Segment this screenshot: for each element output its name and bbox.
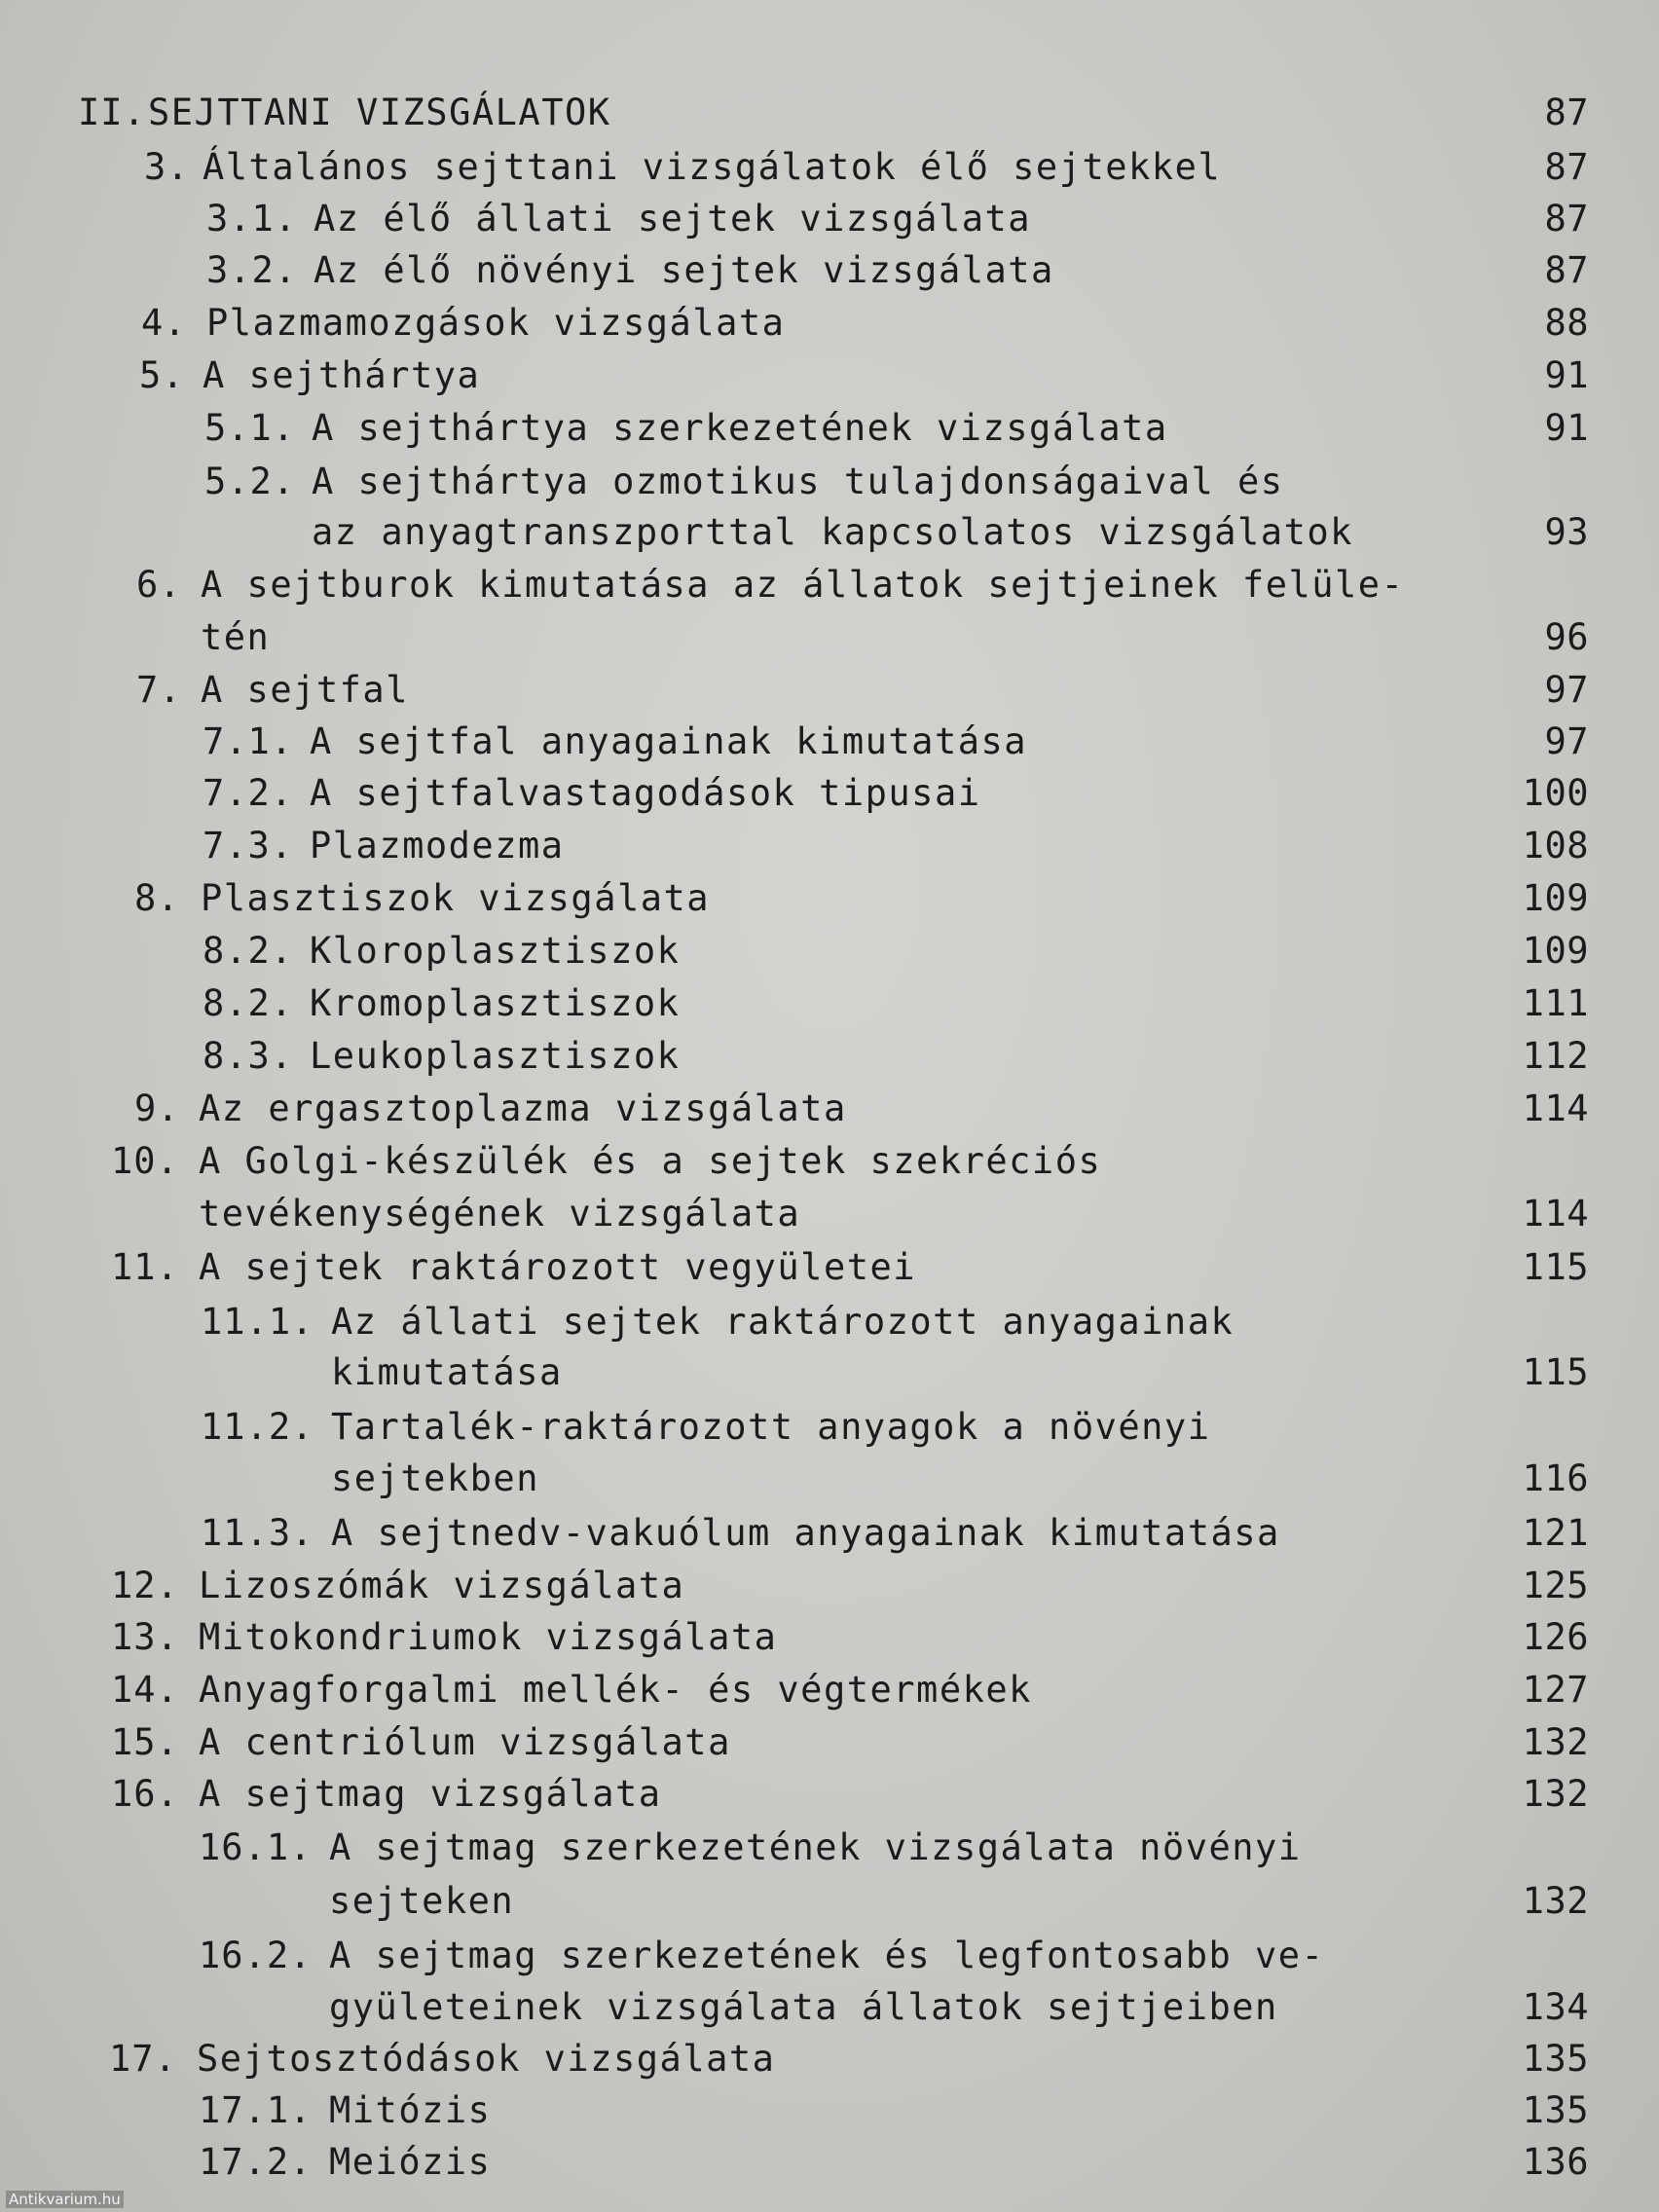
- toc-page: 136: [1522, 2141, 1589, 2183]
- toc-page: 91: [1544, 354, 1589, 396]
- toc-number: 17.2.: [199, 2141, 313, 2183]
- toc-row: [0, 561, 1659, 609]
- toc-number: 7.1.: [203, 720, 294, 762]
- toc-title: Tartalék-raktározott anyagok a növényi: [331, 1406, 1211, 1448]
- toc-page: 97: [1544, 720, 1589, 762]
- toc-number: 7.2.: [203, 772, 294, 814]
- toc-page: 97: [1544, 669, 1589, 711]
- toc-title: Anyagforgalmi mellék- és végtermékek: [199, 1669, 1032, 1711]
- toc-title: Leukoplasztiszok: [310, 1035, 681, 1077]
- toc-page: 88: [1544, 302, 1589, 344]
- toc-title: az anyagtranszporttal kapcsolatos vizsgálatok: [312, 511, 1353, 553]
- toc-number: 8.: [134, 877, 180, 919]
- toc-title: Az élő növényi sejtek vizsgálata: [313, 249, 1054, 291]
- toc-row: [0, 1666, 1659, 1714]
- toc-title: A Golgi-készülék és a sejtek szekréciós: [199, 1140, 1102, 1182]
- toc-row-continuation: [0, 1983, 1659, 2032]
- toc-title: Sejtosztódások vizsgálata: [197, 2038, 776, 2080]
- toc-page: 91: [1544, 407, 1589, 449]
- toc-row: [0, 1562, 1659, 1610]
- toc-title: Kloroplasztiszok: [310, 930, 681, 972]
- toc-page: 100: [1522, 772, 1589, 814]
- toc-number: 11.3.: [201, 1512, 314, 1554]
- toc-row: [0, 718, 1659, 766]
- toc-title: A sejthártya szerkezetének vizsgálata: [312, 407, 1168, 449]
- toc-page: 134: [1522, 1986, 1589, 2028]
- toc-number: 11.: [111, 1246, 179, 1288]
- toc-title: A sejthártya ozmotikus tulajdonságaival és: [312, 461, 1284, 502]
- toc-row: [0, 822, 1659, 870]
- toc-number: 8.3.: [203, 1035, 294, 1077]
- toc-title: A sejtburok kimutatása az állatok sejtjeinek felüle-: [201, 564, 1405, 606]
- toc-row: [0, 143, 1659, 192]
- toc-number: 12.: [111, 1565, 179, 1606]
- toc-title: tevékenységének vizsgálata: [199, 1193, 801, 1235]
- toc-page: 115: [1522, 1351, 1589, 1393]
- toc-title: A centriólum vizsgálata: [199, 1721, 731, 1763]
- toc-number: 8.2.: [203, 982, 294, 1024]
- toc-row-continuation: [0, 1877, 1659, 1926]
- toc-row: [0, 2035, 1659, 2083]
- toc-row: [0, 195, 1659, 243]
- toc-row: [0, 979, 1659, 1028]
- toc-title: SEJTTANI VIZSGÁLATOK: [148, 92, 611, 133]
- toc-page: 108: [1522, 825, 1589, 866]
- toc-title: Kromoplasztiszok: [310, 982, 681, 1024]
- toc-title: sejtekben: [331, 1457, 539, 1499]
- toc-row-continuation: [0, 1190, 1659, 1238]
- toc-page: 132: [1522, 1721, 1589, 1763]
- toc-page: 87: [1544, 249, 1589, 291]
- toc-title: Lizoszómák vizsgálata: [199, 1565, 685, 1606]
- toc-row-continuation: [0, 508, 1659, 557]
- watermark: Antikvarium.hu: [6, 2191, 124, 2208]
- toc-page: 109: [1522, 877, 1589, 919]
- toc-number: 5.: [139, 354, 185, 396]
- toc-row: [0, 1298, 1659, 1346]
- toc-title: Mitózis: [329, 2089, 492, 2131]
- toc-row: [0, 927, 1659, 976]
- toc-title: Plazmamozgások vizsgálata: [206, 302, 786, 344]
- toc-row: [0, 666, 1659, 715]
- toc-title: Az élő állati sejtek vizsgálata: [313, 198, 1032, 240]
- toc-row: [0, 1032, 1659, 1081]
- toc-number: 15.: [111, 1721, 179, 1763]
- toc-title: sejteken: [329, 1880, 515, 1922]
- toc-title: A sejtmag vizsgálata: [199, 1773, 662, 1815]
- toc-number: 17.: [109, 2038, 177, 2080]
- toc-page: 112: [1522, 1035, 1589, 1077]
- toc-number: 13.: [111, 1616, 179, 1658]
- toc-page: 116: [1522, 1457, 1589, 1499]
- toc-row: [0, 1137, 1659, 1186]
- toc-title: A sejtek raktározott vegyületei: [199, 1246, 917, 1288]
- toc-row: [0, 1613, 1659, 1662]
- toc-number: 4.: [141, 302, 187, 344]
- toc-page: 87: [1544, 198, 1589, 240]
- toc-number: 10.: [111, 1140, 179, 1182]
- toc-title: kimutatása: [331, 1351, 563, 1393]
- toc-row: [0, 2138, 1659, 2187]
- toc-row-continuation: [0, 613, 1659, 662]
- toc-page: 115: [1522, 1246, 1589, 1288]
- toc-page: 111: [1522, 982, 1589, 1024]
- toc-page: 114: [1522, 1193, 1589, 1235]
- toc-page: 126: [1522, 1616, 1589, 1658]
- toc-title: Meiózis: [329, 2141, 492, 2183]
- toc-row: [0, 1718, 1659, 1767]
- toc-row: [0, 246, 1659, 295]
- toc-page: 96: [1544, 616, 1589, 658]
- toc-title: A sejthártya: [203, 354, 481, 396]
- toc-page: 87: [1544, 146, 1589, 188]
- toc-number: 3.2.: [206, 249, 298, 291]
- toc-row: [0, 458, 1659, 506]
- toc-page: 135: [1522, 2089, 1589, 2131]
- toc-title: A sejtfal: [201, 669, 409, 711]
- toc-title: gyületeinek vizsgálata állatok sejtjeiben: [329, 1986, 1278, 2028]
- toc-number: 8.2.: [203, 930, 294, 972]
- toc-title: Mitokondriumok vizsgálata: [199, 1616, 778, 1658]
- toc-page: 87: [1544, 92, 1589, 133]
- toc-number: 5.1.: [204, 407, 296, 449]
- toc-row: [0, 1932, 1659, 1980]
- toc-row: [0, 1824, 1659, 1872]
- toc-row: [0, 299, 1659, 348]
- toc-page: 132: [1522, 1773, 1589, 1815]
- toc-number: 11.1.: [201, 1301, 314, 1343]
- toc-number: 7.: [136, 669, 182, 711]
- toc-number: 6.: [136, 564, 182, 606]
- toc-number: 17.1.: [199, 2089, 313, 2131]
- toc-title: Az állati sejtek raktározott anyagainak: [331, 1301, 1235, 1343]
- toc-page: 121: [1522, 1512, 1589, 1554]
- toc-title: Az ergasztoplazma vizsgálata: [199, 1088, 847, 1129]
- toc-title: A sejtfalvastagodások tipusai: [310, 772, 981, 814]
- toc-row: [0, 351, 1659, 400]
- toc-page: 109: [1522, 930, 1589, 972]
- toc-row: [0, 1509, 1659, 1558]
- toc-page: 135: [1522, 2038, 1589, 2080]
- toc-number: 5.2.: [204, 461, 296, 502]
- toc-page: 114: [1522, 1088, 1589, 1129]
- toc-title: A sejtfal anyagainak kimutatása: [310, 720, 1028, 762]
- toc-number: 3.: [144, 146, 190, 188]
- toc-number: 14.: [111, 1669, 179, 1711]
- toc-row-continuation: [0, 1348, 1659, 1397]
- toc-row: [0, 1770, 1659, 1819]
- toc-title: Plazmodezma: [310, 825, 565, 866]
- toc-number: II.: [78, 92, 146, 133]
- toc-title: A sejtmag szerkezetének és legfontosabb ve-: [329, 1935, 1325, 1976]
- toc-title: A sejtmag szerkezetének vizsgálata növényi: [329, 1826, 1302, 1868]
- toc-number: 16.2.: [199, 1935, 313, 1976]
- toc-row-continuation: [0, 1455, 1659, 1503]
- toc-row: [0, 1085, 1659, 1133]
- toc-row: [0, 769, 1659, 818]
- toc-title: Általános sejttani vizsgálatok élő sejtekkel: [203, 146, 1222, 188]
- toc-row: [0, 404, 1659, 453]
- toc-number: 16.1.: [199, 1826, 313, 1868]
- toc-page: 127: [1522, 1669, 1589, 1711]
- toc-number: 16.: [111, 1773, 179, 1815]
- toc-row: [0, 2086, 1659, 2135]
- toc-number: 9.: [134, 1088, 180, 1129]
- toc-row: [0, 1243, 1659, 1292]
- toc-row: [0, 1403, 1659, 1452]
- toc-number: 7.3.: [203, 825, 294, 866]
- toc-title: Plasztiszok vizsgálata: [201, 877, 711, 919]
- toc-row: [0, 874, 1659, 923]
- toc-page: 93: [1544, 511, 1589, 553]
- toc-title: tén: [201, 616, 271, 658]
- toc-number: 3.1.: [206, 198, 298, 240]
- toc-page: 125: [1522, 1565, 1589, 1606]
- toc-title: A sejtnedv-vakuólum anyagainak kimutatása: [331, 1512, 1280, 1554]
- toc-section-row: [0, 89, 1659, 137]
- toc-number: 11.2.: [201, 1406, 314, 1448]
- toc-page: 132: [1522, 1880, 1589, 1922]
